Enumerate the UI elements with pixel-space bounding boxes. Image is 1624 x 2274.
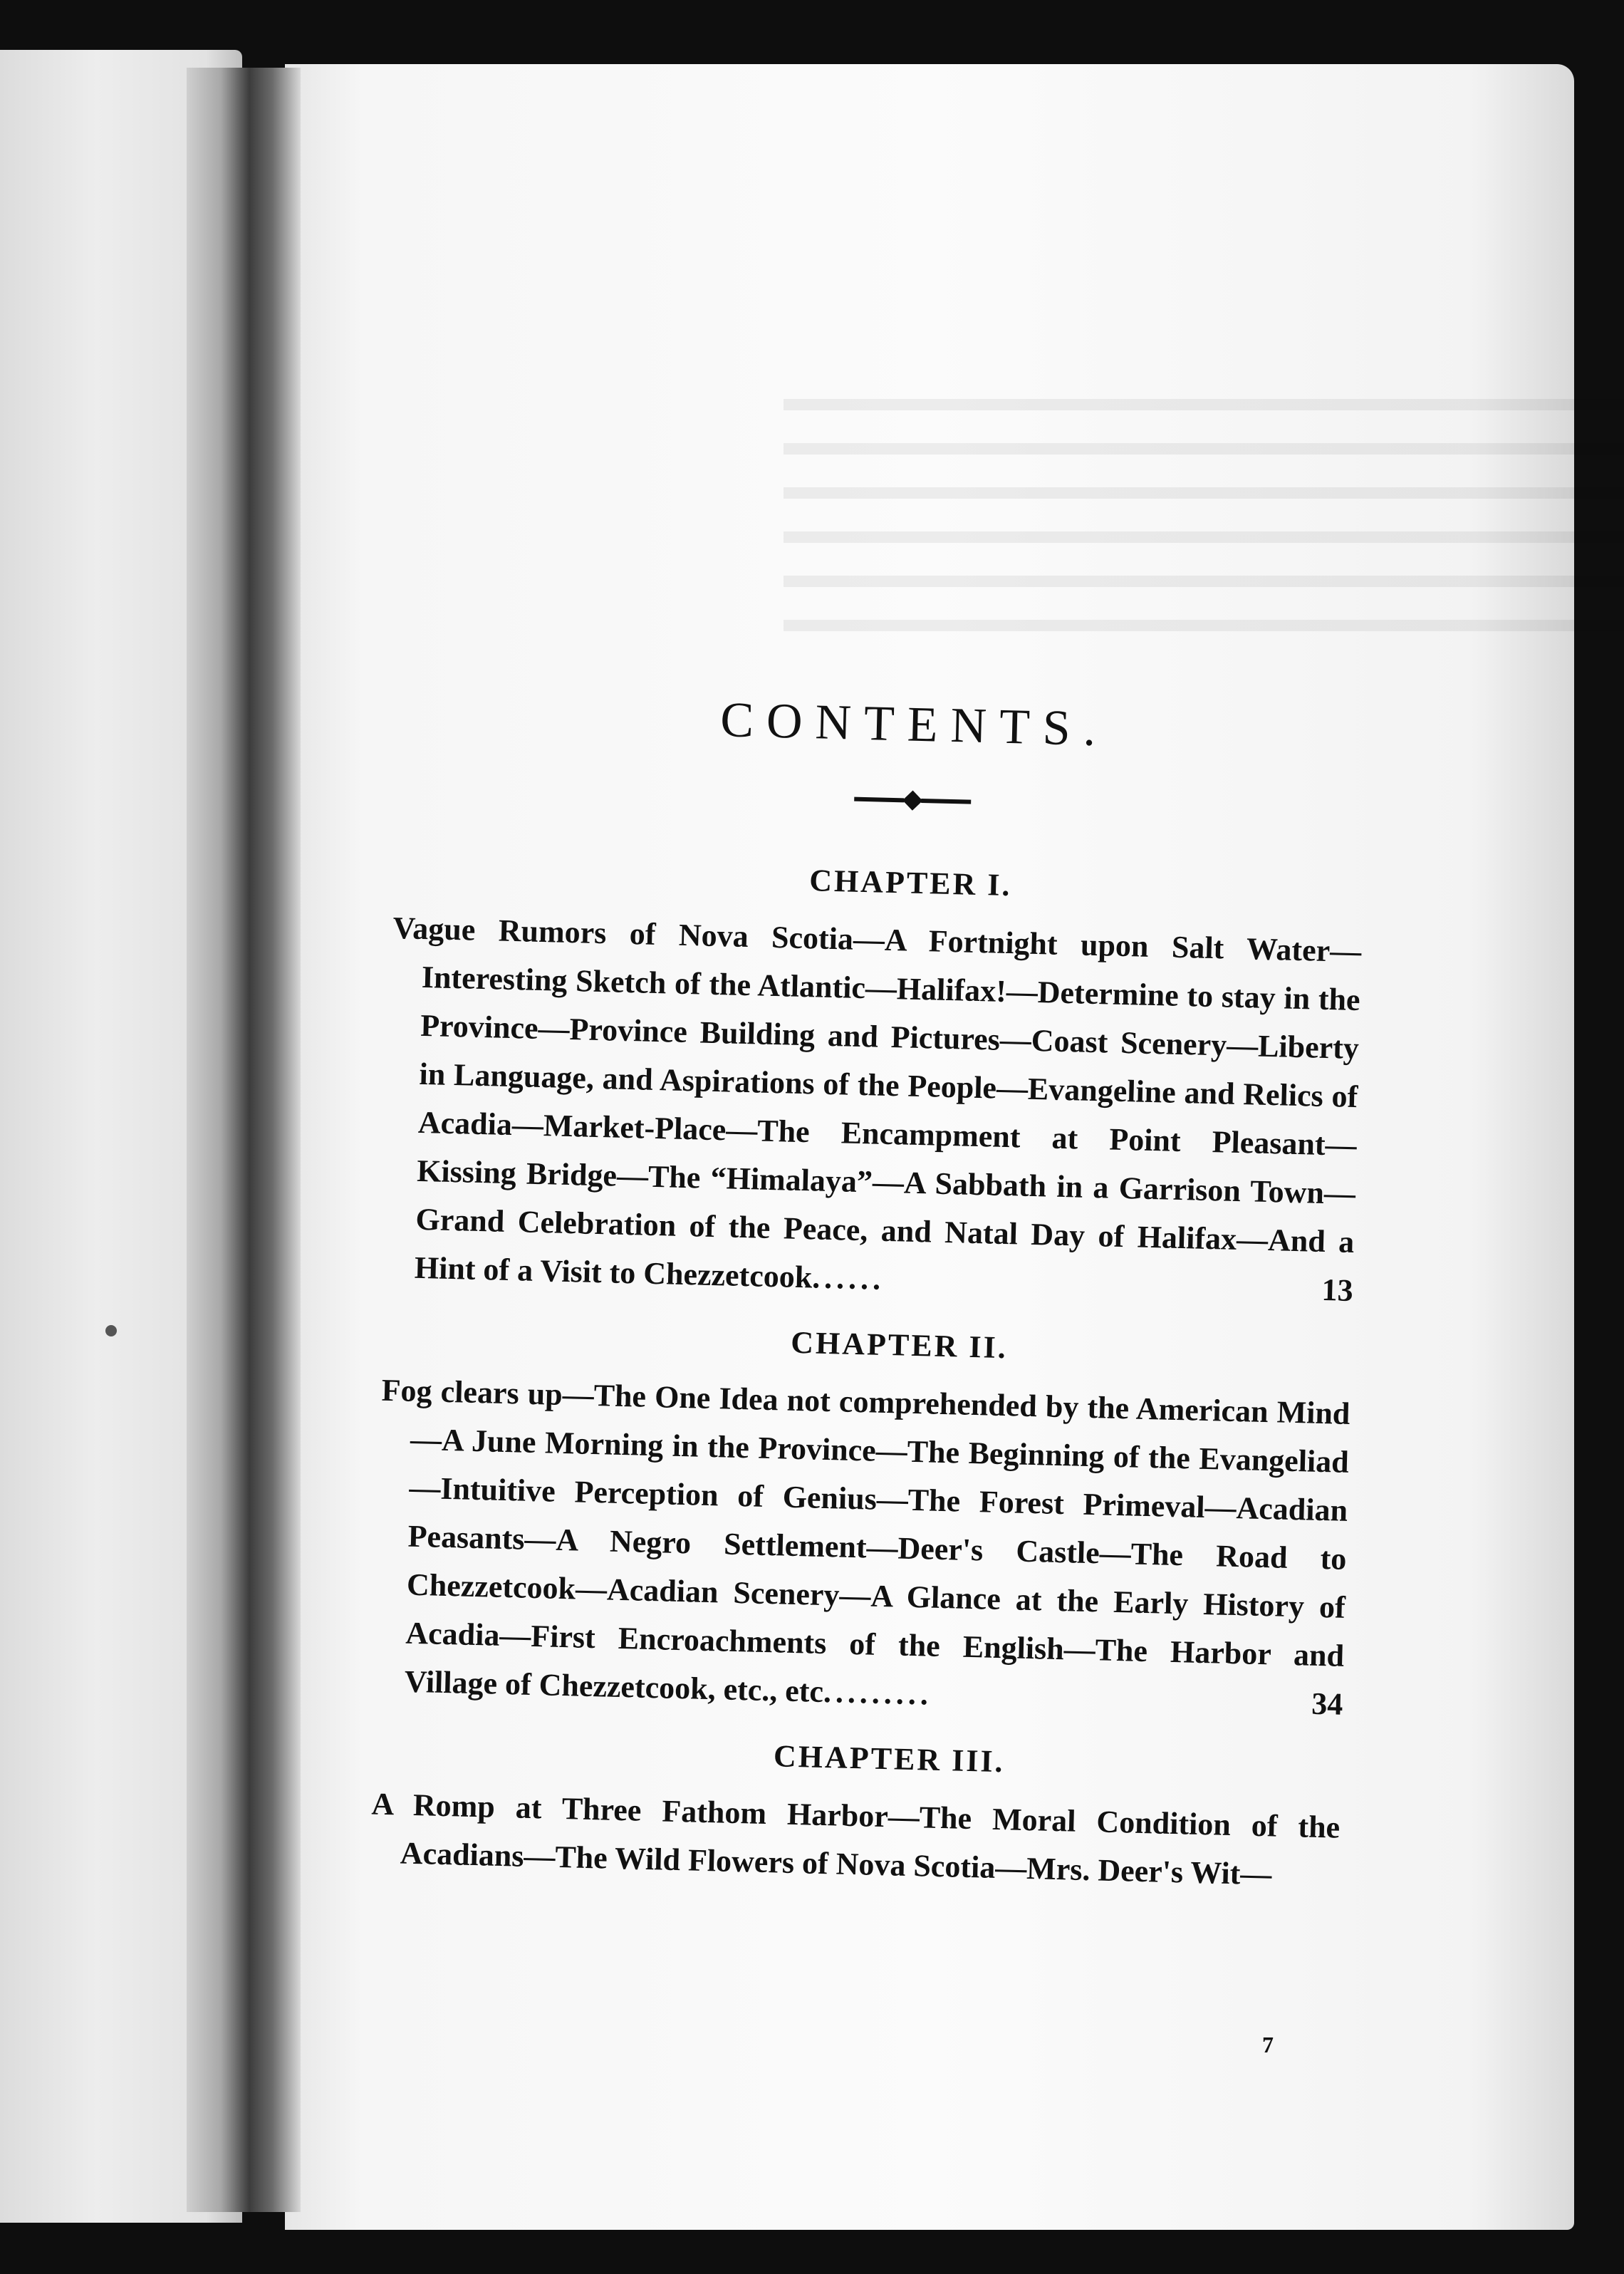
ornament-bar-right — [921, 799, 971, 804]
chapter-summary-text: Fog clears up—The One Idea not comprehended by the American Mind—A June Morning in the Province—The Beginning of the Evangeliad—Intuitive Perception of Genius—The Forest Primeval—Acadian Peasants—A Negro Settlement—Deer's Castle—The Road to Chezzetcook—Acadian Scenery—A Glance at the Early History of Acadia—First Encroachments of the English—The Harbor and Village of Chezzetcook, etc., etc — [381, 1372, 1350, 1709]
chapter-entry-1 — [384, 852, 1363, 1315]
ink-speck — [105, 1325, 117, 1336]
chapter-summary — [374, 1366, 1350, 1729]
page-number: 13 — [1321, 1272, 1354, 1308]
folio-page-number: 7 — [1262, 2032, 1274, 2057]
chapter-entry-3 — [370, 1728, 1342, 1901]
chapter-heading: CHAPTER III. — [773, 1738, 1006, 1780]
dot-leader: ......... — [823, 1673, 933, 1712]
chapter-entry-2 — [374, 1314, 1352, 1729]
chapter-summary — [370, 1780, 1341, 1901]
ornament-divider — [396, 774, 1365, 826]
book-gutter — [187, 68, 301, 2212]
chapter-summary-text: A Romp at Three Fathom Harbor—The Moral Condition of the Acadians—The Wild Flowers of Nova Scotia—Mrs. Deer's Wit— — [370, 1786, 1341, 1892]
dot-leader: ...... — [811, 1260, 885, 1297]
contents-section — [369, 684, 1367, 1923]
ornament-bar-left — [854, 797, 904, 803]
ornament-diamond — [902, 791, 922, 811]
chapter-heading: CHAPTER II. — [790, 1324, 1009, 1366]
page-title: CONTENTS. — [719, 692, 1110, 757]
bleed-through-text — [784, 399, 1624, 634]
page-number: 34 — [1311, 1686, 1343, 1722]
chapter-summary — [384, 904, 1362, 1315]
chapter-heading: CHAPTER I. — [808, 863, 1013, 903]
chapter-summary-text: Vague Rumors of Nova Scotia—A Fortnight upon Salt Water—Interesting Sketch of the Atlantic—Halifax!—Determine to stay in the Province—Province Building and Pictures—Coast Scenery—Liberty in Language, and Aspirations of the People—Evangeline and Relics of Acadia—Market-Place—The Encampment at Point Pleasant—Kissing Bridge—The “Himalaya”—A Sabbath in a Garrison Town—Grand Celebration of the Peace, and Natal Day of Halifax—And a Hint of a Visit to Chezzetcook — [392, 910, 1362, 1295]
